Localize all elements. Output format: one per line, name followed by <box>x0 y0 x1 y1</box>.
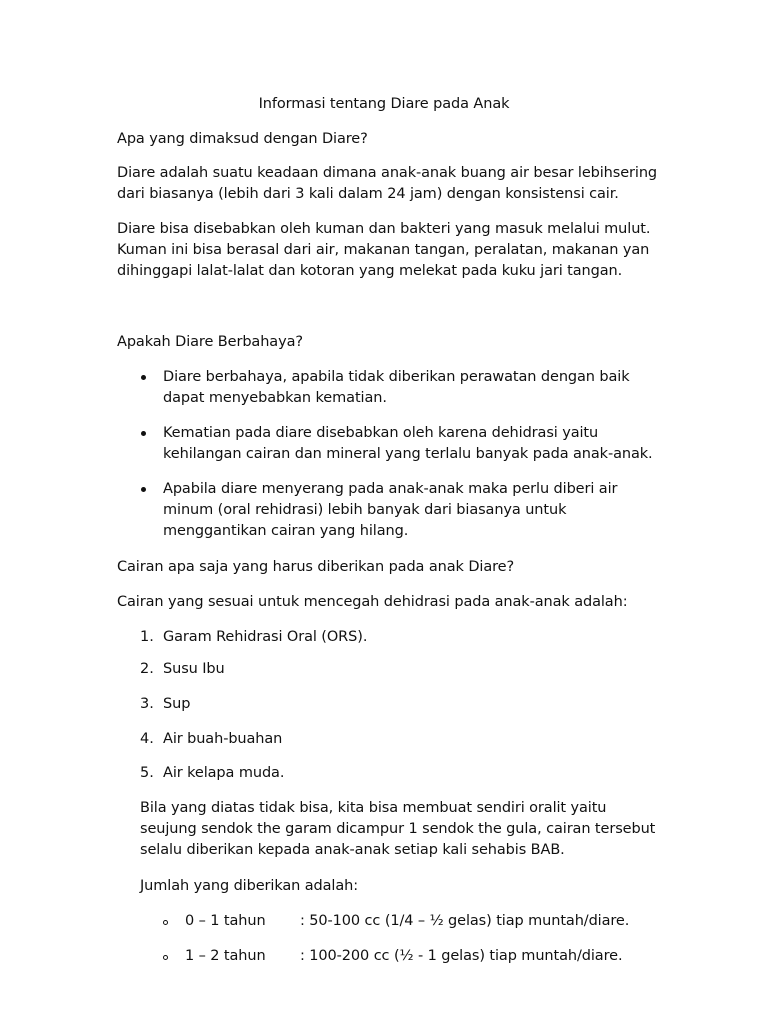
list-number: 2. <box>140 661 154 677</box>
question-heading-2: Apakah Diare Berbahaya? <box>117 334 303 350</box>
list-item-4: Air buah-buahan <box>163 731 283 747</box>
dosage-age-2: 1 – 2 tahun <box>185 948 266 964</box>
paragraph-4-line-3: selalu diberikan kepada anak-anak setiap kali sehabis BAB. <box>140 842 565 858</box>
circle-bullet-marker <box>163 920 168 925</box>
circle-bullet-marker <box>163 955 168 960</box>
paragraph-1-line-1: Diare adalah suatu keadaan dimana anak-anak buang air besar lebihsering <box>117 165 658 181</box>
document-title: Informasi tentang Diare pada Anak <box>258 96 510 112</box>
list-number: 1. <box>140 629 154 645</box>
paragraph-5: Jumlah yang diberikan adalah: <box>140 878 359 894</box>
list-item-2: Susu Ibu <box>163 661 225 677</box>
dosage-age-1: 0 – 1 tahun <box>185 913 266 929</box>
paragraph-4-line-1: Bila yang diatas tidak bisa, kita bisa membuat sendiri oralit yaitu <box>140 800 607 816</box>
question-heading-3: Cairan apa saja yang harus diberikan pada anak Diare? <box>117 559 515 575</box>
bullet-1-line-2: dapat menyebabkan kematian. <box>163 390 387 406</box>
paragraph-1-line-2: dari biasanya (lebih dari 3 kali dalam 24 jam) dengan konsistensi cair. <box>117 186 619 202</box>
list-item-1: Garam Rehidrasi Oral (ORS). <box>163 629 368 645</box>
bullet-marker <box>141 375 146 380</box>
paragraph-2-line-1: Diare bisa disebabkan oleh kuman dan bakteri yang masuk melalui mulut. <box>117 221 651 237</box>
list-number: 5. <box>140 765 154 781</box>
list-number: 3. <box>140 696 154 712</box>
paragraph-2-line-3: dihinggapi lalat-lalat dan kotoran yang melekat pada kuku jari tangan. <box>117 263 623 279</box>
bullet-3-line-3: menggantikan cairan yang hilang. <box>163 523 409 539</box>
list-number: 4. <box>140 731 154 747</box>
paragraph-4-line-2: seujung sendok the garam dicampur 1 sendok the gula, cairan tersebut <box>140 821 656 837</box>
dosage-amount-2: : 100-200 cc (½ - 1 gelas) tiap muntah/diare. <box>300 948 623 964</box>
list-item-5: Air kelapa muda. <box>163 765 285 781</box>
bullet-2-line-2: kehilangan cairan dan mineral yang terlalu banyak pada anak-anak. <box>163 446 653 462</box>
bullet-1-line-1: Diare berbahaya, apabila tidak diberikan perawatan dengan baik <box>163 369 630 385</box>
list-item-3: Sup <box>163 696 191 712</box>
paragraph-3: Cairan yang sesuai untuk mencegah dehidrasi pada anak-anak adalah: <box>117 594 628 610</box>
bullet-2-line-1: Kematian pada diare disebabkan oleh karena dehidrasi yaitu <box>163 425 599 441</box>
paragraph-2-line-2: Kuman ini bisa berasal dari air, makanan tangan, peralatan, makanan yan <box>117 242 650 258</box>
bullet-3-line-2: minum (oral rehidrasi) lebih banyak dari biasanya untuk <box>163 502 567 518</box>
bullet-marker <box>141 487 146 492</box>
bullet-3-line-1: Apabila diare menyerang pada anak-anak maka perlu diberi air <box>163 481 618 497</box>
bullet-marker <box>141 431 146 436</box>
dosage-amount-1: : 50-100 cc (1/4 – ½ gelas) tiap muntah/diare. <box>300 913 630 929</box>
question-heading-1: Apa yang dimaksud dengan Diare? <box>117 131 368 147</box>
